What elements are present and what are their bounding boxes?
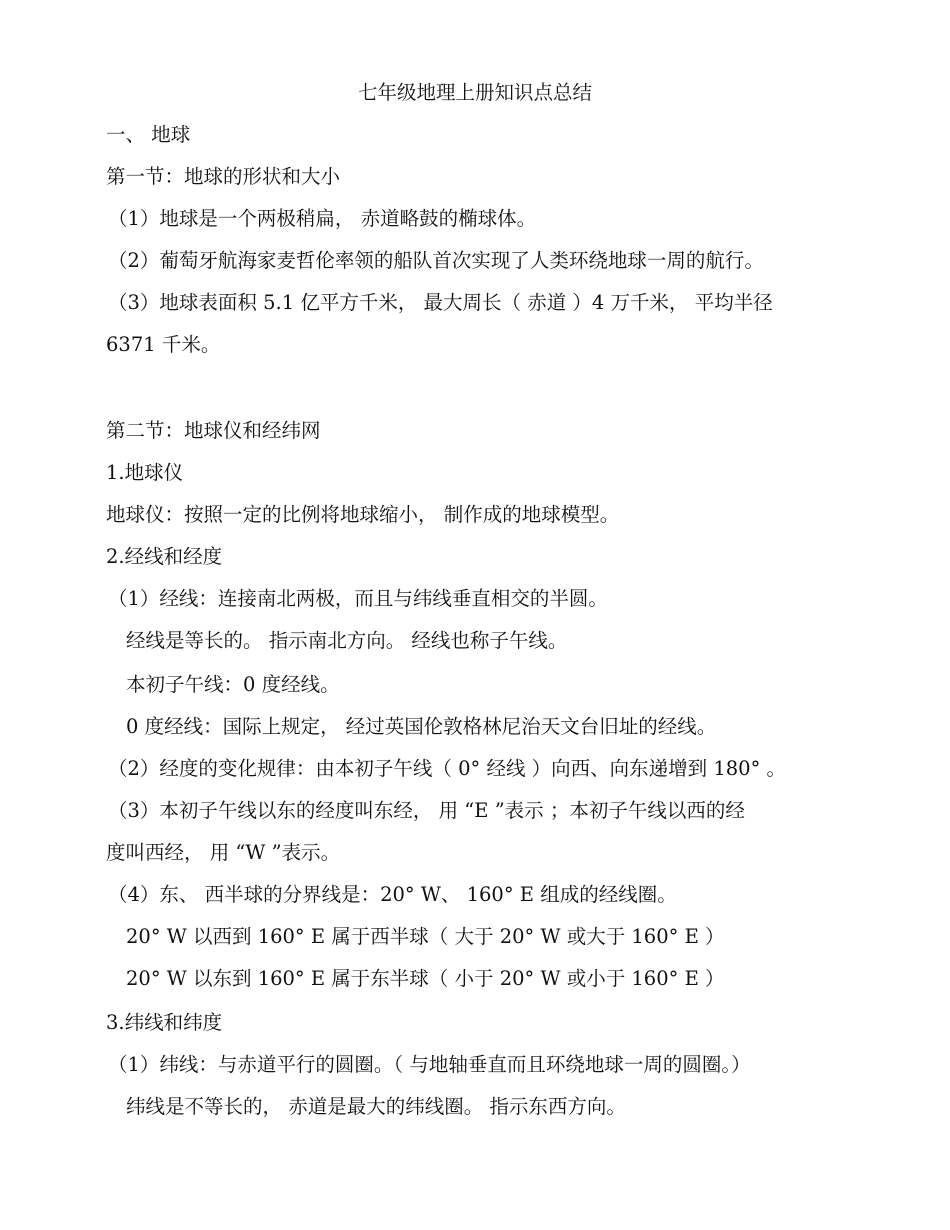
item-heading: 3.纬线和纬度 [106,1011,223,1034]
text-line: 20° W 以西到 160° E 属于西半球（ 大于 20° W 或大于 160° E ） [126,925,725,948]
item-heading: 1.地球仪 [106,461,184,484]
text-line: （2）葡萄牙航海家麦哲伦率领的船队首次实现了人类环绕地球一周的航行。 [108,249,764,272]
text-line: （3）地球表面积 5.1 亿平方千米， 最大周长（ 赤道 ）4 万千米， 平均半径 [108,291,773,314]
subsection-heading-1: 第一节：地球的形状和大小 [106,165,341,188]
text-line: 经线是等长的。 指示南北方向。 经线也称子午线。 [126,629,568,652]
section-heading-earth: 一、 地球 [106,123,191,146]
text-line: （1）地球是一个两极稍扁， 赤道略鼓的椭球体。 [108,207,537,230]
text-line: 地球仪：按照一定的比例将地球缩小， 制作成的地球模型。 [106,503,620,526]
item-heading: 2.经线和经度 [106,545,223,568]
text-line: （3）本初子午线以东的经度叫东经， 用 “E ”表示 ；本初子午线以西的经 [108,799,745,822]
text-line: （2）经度的变化规律：由本初子午线（ 0° 经线 ）向西、向东递增到 180° 。 [108,757,787,780]
text-line: 度叫西经， 用 “W ”表示。 [106,841,341,864]
text-line: 6371 千米。 [106,333,221,356]
subsection-heading-2: 第二节：地球仪和经纬网 [106,419,321,442]
text-line: （4）东、 西半球的分界线是：20° W、 160° E 组成的经线圈。 [108,883,677,906]
text-line: 20° W 以东到 160° E 属于东半球（ 小于 20° W 或小于 160° E ） [126,967,725,990]
text-line: 本初子午线：0 度经线。 [126,673,340,696]
text-line: （1）经线：连接南北两极，而且与纬线垂直相交的半圆。 [108,587,608,610]
text-line: 纬线是不等长的， 赤道是最大的纬线圈。 指示东西方向。 [126,1095,626,1118]
text-line: （1）纬线：与赤道平行的圆圈。（ 与地轴垂直而且环绕地球一周的圆圈。） [108,1053,751,1076]
page-title: 七年级地理上册知识点总结 [357,81,592,104]
text-line: 0 度经线：国际上规定， 经过英国伦敦格林尼治天文台旧址的经线。 [126,715,717,738]
